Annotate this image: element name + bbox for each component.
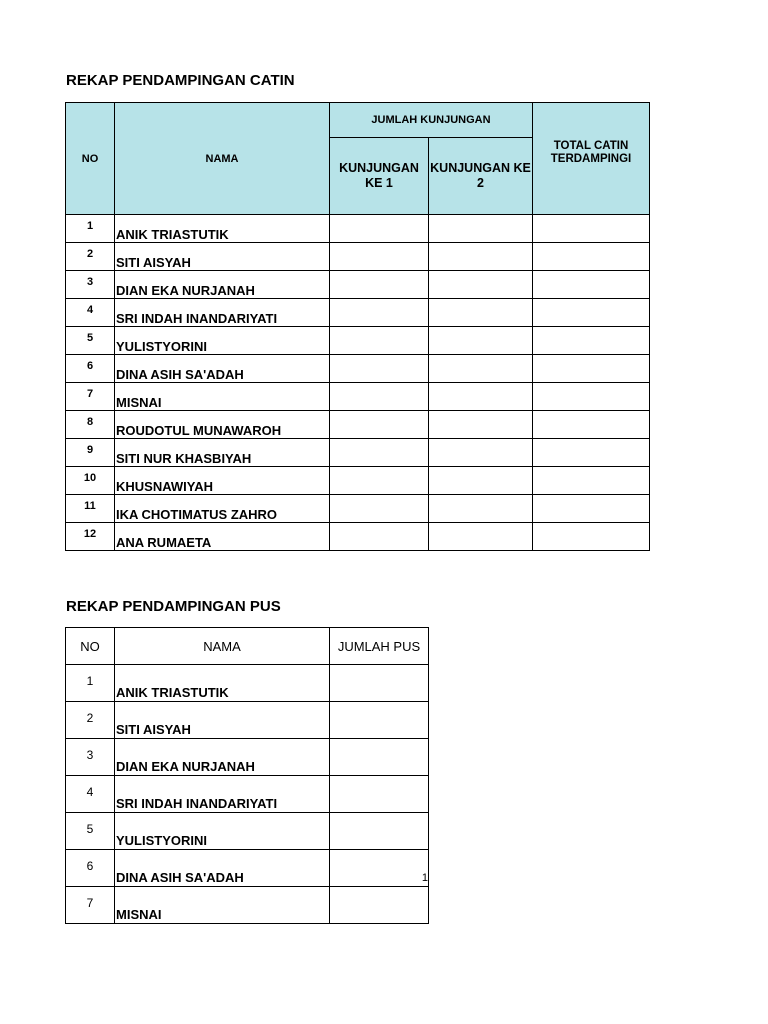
pus-section-title: REKAP PENDAMPINGAN PUS bbox=[66, 598, 281, 615]
cell-total-catin[interactable] bbox=[533, 271, 650, 299]
row-number: 7 bbox=[66, 383, 115, 411]
table-row bbox=[66, 813, 429, 850]
col-header-kunjungan-2: KUNJUNGAN KE 2 bbox=[429, 138, 533, 215]
cell-kunjungan-2[interactable] bbox=[429, 243, 533, 271]
cell-kunjungan-1[interactable] bbox=[330, 439, 429, 467]
row-name: SITI NUR KHASBIYAH bbox=[115, 439, 330, 467]
row-name: KHUSNAWIYAH bbox=[115, 467, 330, 495]
cell-kunjungan-1[interactable] bbox=[330, 271, 429, 299]
row-number: 1 bbox=[66, 215, 115, 243]
row-number: 3 bbox=[66, 739, 115, 776]
cell-total-catin[interactable] bbox=[533, 299, 650, 327]
cell-total-catin[interactable] bbox=[533, 411, 650, 439]
row-number: 7 bbox=[66, 887, 115, 924]
cell-kunjungan-1[interactable] bbox=[330, 299, 429, 327]
row-name: ROUDOTUL MUNAWAROH bbox=[115, 411, 330, 439]
cell-kunjungan-1[interactable] bbox=[330, 215, 429, 243]
row-name: SRI INDAH INANDARIYATI bbox=[115, 776, 330, 813]
table-row bbox=[66, 327, 650, 355]
cell-kunjungan-1[interactable] bbox=[330, 355, 429, 383]
cell-kunjungan-2[interactable] bbox=[429, 383, 533, 411]
row-name: DINA ASIH SA'ADAH bbox=[115, 355, 330, 383]
col-header-kunjungan-1: KUNJUNGAN KE 1 bbox=[330, 138, 429, 215]
cell-kunjungan-1[interactable] bbox=[330, 467, 429, 495]
pus-table-body bbox=[66, 665, 429, 924]
catin-table-body bbox=[66, 215, 650, 551]
cell-kunjungan-1[interactable] bbox=[330, 495, 429, 523]
col-header-jumlah-kunjungan: JUMLAH KUNJUNGAN bbox=[330, 103, 533, 138]
row-number: 1 bbox=[66, 665, 115, 702]
row-number: 2 bbox=[66, 243, 115, 271]
pus-col-header-jumlah: JUMLAH PUS bbox=[330, 628, 429, 665]
row-name: DINA ASIH SA'ADAH bbox=[115, 850, 330, 887]
row-name: DIAN EKA NURJANAH bbox=[115, 271, 330, 299]
cell-total-catin[interactable] bbox=[533, 439, 650, 467]
pus-col-header-nama: NAMA bbox=[115, 628, 330, 665]
col-header-no: NO bbox=[66, 103, 115, 215]
cell-kunjungan-2[interactable] bbox=[429, 215, 533, 243]
row-name: YULISTYORINI bbox=[115, 327, 330, 355]
table-row bbox=[66, 739, 429, 776]
row-number: 9 bbox=[66, 439, 115, 467]
row-name: MISNAI bbox=[115, 887, 330, 924]
cell-kunjungan-1[interactable] bbox=[330, 523, 429, 551]
table-row bbox=[66, 467, 650, 495]
cell-kunjungan-2[interactable] bbox=[429, 271, 533, 299]
row-number: 6 bbox=[66, 355, 115, 383]
table-row bbox=[66, 355, 650, 383]
cell-kunjungan-2[interactable] bbox=[429, 495, 533, 523]
cell-kunjungan-2[interactable] bbox=[429, 299, 533, 327]
row-name: MISNAI bbox=[115, 383, 330, 411]
cell-total-catin[interactable] bbox=[533, 243, 650, 271]
row-number: 8 bbox=[66, 411, 115, 439]
table-row bbox=[66, 665, 429, 702]
col-header-total-catin: TOTAL CATIN TERDAMPINGI bbox=[533, 103, 650, 215]
row-name: SITI AISYAH bbox=[115, 702, 330, 739]
row-number: 10 bbox=[66, 467, 115, 495]
cell-total-catin[interactable] bbox=[533, 467, 650, 495]
row-name: IKA CHOTIMATUS ZAHRO bbox=[115, 495, 330, 523]
cell-jumlah-pus[interactable]: 1 bbox=[330, 850, 429, 887]
cell-kunjungan-1[interactable] bbox=[330, 411, 429, 439]
row-name: ANIK TRIASTUTIK bbox=[115, 215, 330, 243]
table-row bbox=[66, 271, 650, 299]
cell-kunjungan-2[interactable] bbox=[429, 439, 533, 467]
table-row bbox=[66, 495, 650, 523]
cell-kunjungan-1[interactable] bbox=[330, 383, 429, 411]
cell-total-catin[interactable] bbox=[533, 383, 650, 411]
table-row bbox=[66, 523, 650, 551]
row-number: 6 bbox=[66, 850, 115, 887]
table-row bbox=[66, 383, 650, 411]
cell-jumlah-pus[interactable] bbox=[330, 665, 429, 702]
row-number: 11 bbox=[66, 495, 115, 523]
cell-total-catin[interactable] bbox=[533, 327, 650, 355]
cell-jumlah-pus[interactable] bbox=[330, 776, 429, 813]
catin-table bbox=[65, 102, 650, 551]
row-name: SRI INDAH INANDARIYATI bbox=[115, 299, 330, 327]
cell-kunjungan-2[interactable] bbox=[429, 467, 533, 495]
cell-kunjungan-2[interactable] bbox=[429, 355, 533, 383]
table-row bbox=[66, 215, 650, 243]
cell-kunjungan-2[interactable] bbox=[429, 411, 533, 439]
row-name: ANIK TRIASTUTIK bbox=[115, 665, 330, 702]
row-name: ANA RUMAETA bbox=[115, 523, 330, 551]
table-row bbox=[66, 776, 429, 813]
table-row bbox=[66, 299, 650, 327]
cell-kunjungan-1[interactable] bbox=[330, 243, 429, 271]
table-row bbox=[66, 411, 650, 439]
row-name: SITI AISYAH bbox=[115, 243, 330, 271]
cell-jumlah-pus[interactable] bbox=[330, 887, 429, 924]
row-number: 2 bbox=[66, 702, 115, 739]
cell-kunjungan-2[interactable] bbox=[429, 523, 533, 551]
pus-table bbox=[65, 627, 429, 924]
pus-col-header-no: NO bbox=[66, 628, 115, 665]
table-row bbox=[66, 887, 429, 924]
col-header-nama: NAMA bbox=[115, 103, 330, 215]
cell-jumlah-pus[interactable] bbox=[330, 813, 429, 850]
cell-total-catin[interactable] bbox=[533, 355, 650, 383]
row-number: 5 bbox=[66, 327, 115, 355]
table-row bbox=[66, 850, 429, 887]
row-name: YULISTYORINI bbox=[115, 813, 330, 850]
cell-total-catin[interactable] bbox=[533, 523, 650, 551]
row-number: 12 bbox=[66, 523, 115, 551]
cell-kunjungan-1[interactable] bbox=[330, 327, 429, 355]
cell-jumlah-pus[interactable] bbox=[330, 739, 429, 776]
row-number: 5 bbox=[66, 813, 115, 850]
table-row bbox=[66, 243, 650, 271]
catin-section-title: REKAP PENDAMPINGAN CATIN bbox=[66, 72, 295, 89]
row-name: DIAN EKA NURJANAH bbox=[115, 739, 330, 776]
row-number: 4 bbox=[66, 299, 115, 327]
table-row bbox=[66, 702, 429, 739]
row-number: 4 bbox=[66, 776, 115, 813]
cell-jumlah-pus[interactable] bbox=[330, 702, 429, 739]
cell-total-catin[interactable] bbox=[533, 215, 650, 243]
table-row bbox=[66, 439, 650, 467]
cell-kunjungan-2[interactable] bbox=[429, 327, 533, 355]
row-number: 3 bbox=[66, 271, 115, 299]
cell-total-catin[interactable] bbox=[533, 495, 650, 523]
